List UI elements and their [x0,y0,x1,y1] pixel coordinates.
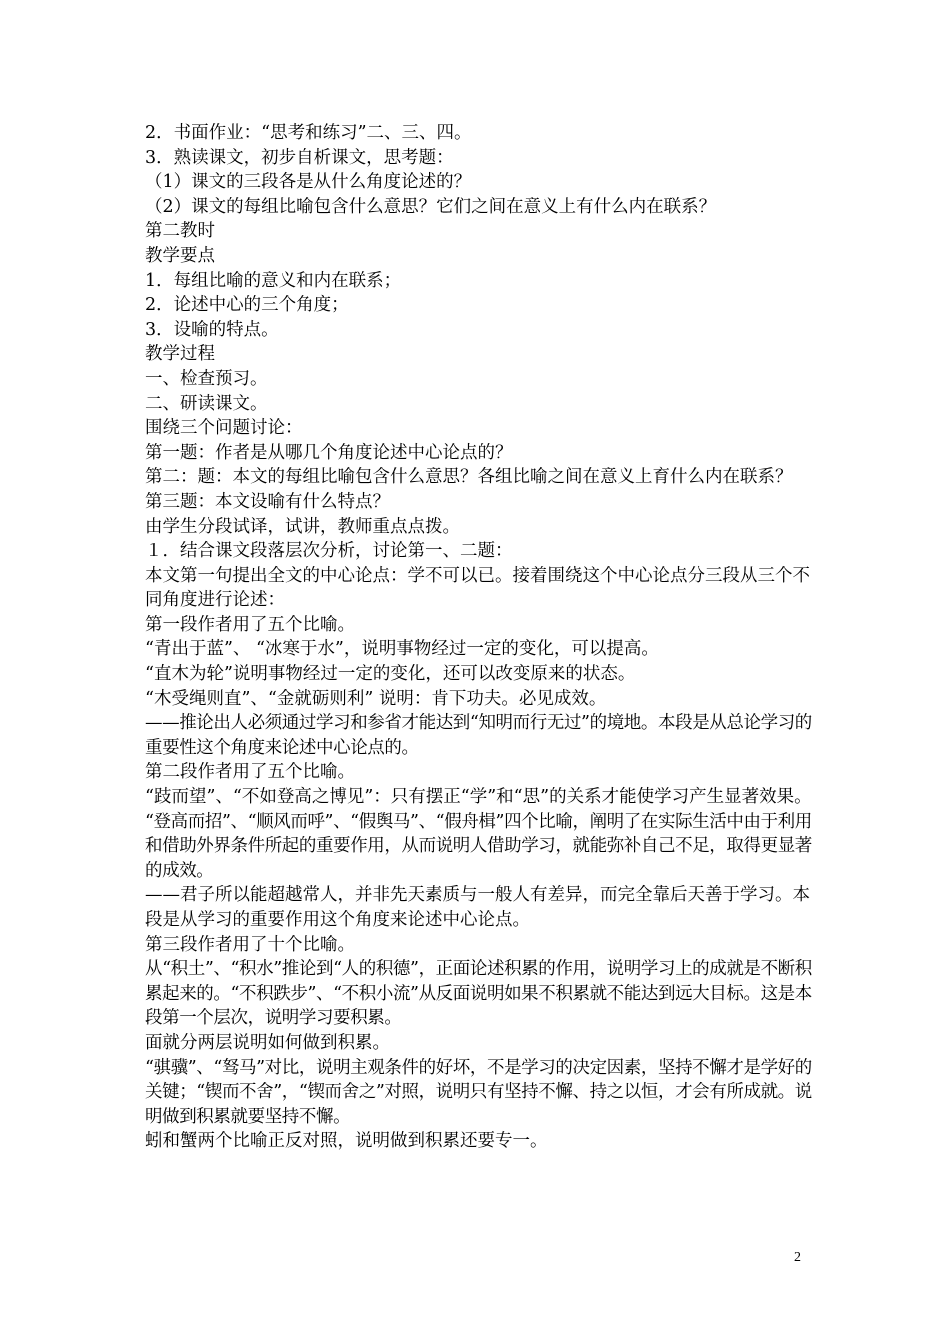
paragraph: “木受绳则直”、“金就砺则利” 说明：肯下功夫。必见成效。 [145,688,607,709]
paragraph: 围绕三个问题讨论： [145,418,303,439]
paragraph: “青出于蓝”、 “冰寒于水”，说明事物经过一定的变化，可以提高。 [145,639,659,660]
paragraph: “登高而招”、“顺风而呼”、“假舆马”、“假舟楫”四个比喻，阐明了在实际生活中由于利用和借助外界条件所起的重要作用，从而说明人借助学习，就能弥补自己不足，取得更显著的成效。 [145,811,812,881]
paragraph: 二、研读课文。 [145,393,268,414]
paragraph: 第一题：作者是从哪几个角度论述中心论点的？ [145,442,513,463]
paragraph: 第二段作者用了五个比喻。 [145,762,355,783]
paragraph: 第三题：本文设喻有什么特点？ [145,491,390,512]
paragraph: ——君子所以能超越常人，并非先天素质与一般人有差异，而完全靠后天善于学习。本段是从学习的重要作用这个角度来论述中心论点。 [145,885,810,930]
paragraph: （1）课文的三段各是从什么角度论述的？ [145,172,472,193]
paragraph: “直木为轮”说明事物经过一定的变化，还可以改变原来的状态。 [145,664,636,685]
paragraph: 1．每组比喻的意义和内在联系； [145,270,402,291]
body-text [145,121,813,1154]
paragraph: “骐骥”、“驽马”对比，说明主观条件的好坏，不是学习的决定因素，坚持不懈才是学好的关键；“锲而不舍”，“锲而舍之”对照，说明只有坚持不懈、持之以恒，才会有所成就。说明做到积累就要坚持不懈。 [145,1057,812,1127]
paragraph: 第三段作者用了十个比喻。 [145,934,355,955]
paragraph: 3．熟读课文，初步自析课文，思考题： [145,147,454,168]
paragraph: 3．设喻的特点。 [145,319,279,340]
section-heading: 教学过程 [145,344,215,365]
paragraph: 从“积土”、“积水”推论到“人的积德”，正面论述积累的作用，说明学习上的成就是不断积累起来的。“不积跌步”、“不积小流”从反面说明如果不积累就不能达到远大目标。这是本段第一个层次，说明学习要积累。 [145,959,812,1029]
paragraph: 2．论述中心的三个角度； [145,295,349,316]
paragraph: １．结合课文段落层次分析，讨论第一、二题： [145,541,513,562]
section-heading: 第二教时 [145,221,215,242]
paragraph: ——推论出人必须通过学习和参省才能达到“知明而行无过”的境地。本段是从总论学习的重要性这个角度来论述中心论点的。 [145,713,812,758]
paragraph: 由学生分段试译，试讲，教师重点点拨。 [145,516,460,537]
paragraph: 蚓和蟹两个比喻正反对照，说明做到积累还要专一。 [145,1131,548,1152]
page-number: 2 [794,1250,801,1265]
paragraph: （2）课文的每组比喻包含什么意思？它们之间在意义上有什么内在联系？ [145,196,717,217]
section-heading: 教学要点 [145,245,215,266]
paragraph: 第二：题：本文的每组比喻包含什么意思？各组比喻之间在意义上育什么内在联系？ [145,467,793,488]
paragraph: 面就分两层说明如何做到积累。 [145,1032,390,1053]
paragraph: “跂而望”、“不如登高之博见”：只有摆正“学”和“思”的关系才能使学习产生显著效果。 [145,787,812,808]
paragraph: 第一段作者用了五个比喻。 [145,614,355,635]
paragraph: 一、检查预习。 [145,368,268,389]
paragraph: 2．书面作业：“思考和练习”二、三、四。 [145,123,472,143]
paragraph: 本文第一句提出全文的中心论点：学不可以已。接着围绕这个中心论点分三段从三个不同角度进行论述： [145,565,810,611]
